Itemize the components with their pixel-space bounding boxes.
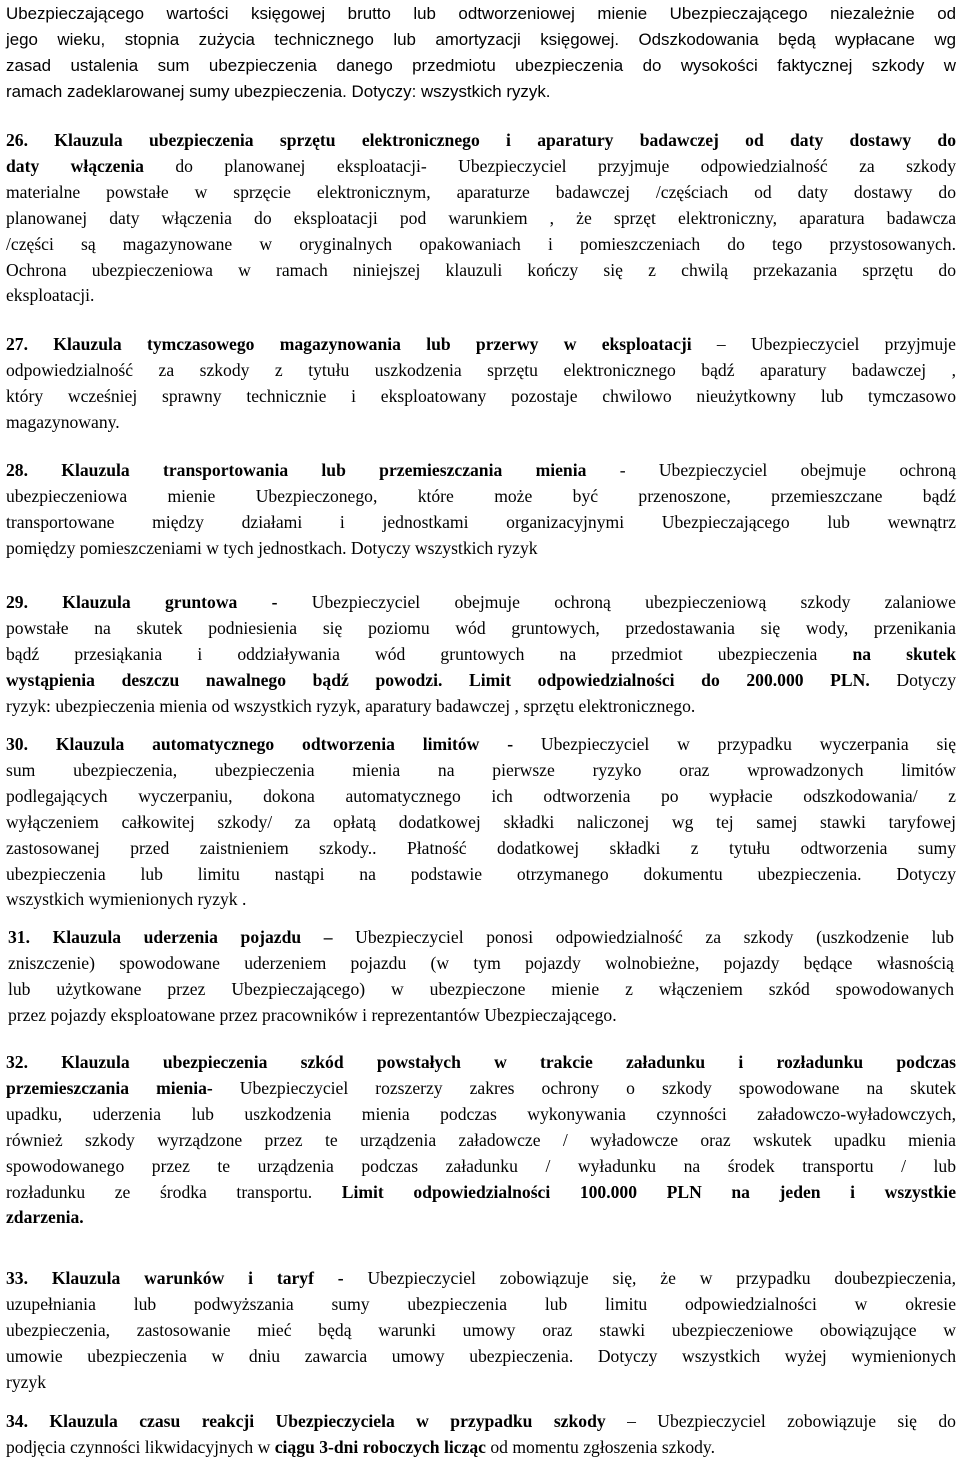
- body-text: ryzyk: [6, 1371, 47, 1392]
- text-line: [6, 536, 956, 562]
- body-text: ramach zadeklarowanej sumy ubezpieczenia. Dotyczy: wszystkich ryzyk.: [6, 81, 551, 101]
- text-line: [6, 53, 956, 79]
- body-text: od momentu zgłoszenia szkody.: [485, 1436, 715, 1457]
- body-text: upadku, uderzenia lub uszkodzenia mienia podczas wykonywania czynności załadowczo-wyładowczych,: [6, 1103, 956, 1124]
- bold-text: wystąpienia deszczu nawalnego bądź powodzi. Limit odpowiedzialności do 200.000 PLN.: [6, 669, 870, 690]
- bold-text: na skutek: [852, 643, 956, 664]
- body-text: wyłączeniem całkowitej szkody/ za opłatą dodatkowej składki naliczonej wg tej samej stawki taryfowej: [6, 811, 956, 832]
- text-line: [6, 1409, 956, 1435]
- text-line: [6, 784, 956, 810]
- text-line: [6, 332, 956, 358]
- text-line: [6, 1076, 956, 1102]
- body-text: ubezpieczenia, zastosowanie mieć będą warunki umowy oraz stawki ubezpieczeniowe obowiązujące w: [6, 1319, 956, 1340]
- text-line: [6, 616, 956, 642]
- body-text: Ubezpieczyciel zobowiązuje się, że w przypadku doubezpieczenia,: [343, 1268, 956, 1288]
- text-line: [6, 232, 956, 258]
- text-line: [6, 1266, 956, 1292]
- text-line: [6, 358, 956, 384]
- bold-text: przemieszczania mienia-: [6, 1077, 213, 1098]
- body-text: transportowane między działami i jednostkami organizacyjnymi Ubezpieczającego lub wewnątrz: [6, 511, 956, 532]
- body-text: /części są magazynowane w oryginalnych opakowaniach i pomieszczeniach do tego przystosowanych.: [6, 233, 956, 254]
- clause-34-paragraph: [6, 1409, 956, 1461]
- body-text: do planowanej eksploatacji- Ubezpieczyciel przyjmuje odpowiedzialność za szkody: [143, 155, 956, 176]
- text-line: [6, 484, 956, 510]
- text-line: [6, 836, 956, 862]
- text-line: [6, 510, 956, 536]
- body-text: uzupełniania lub podwyższania sumy ubezpieczenia lub limitu odpowiedzialności w okresie: [6, 1293, 956, 1314]
- text-line: [6, 1154, 956, 1180]
- text-line: [6, 642, 956, 668]
- clause-27-paragraph: [6, 332, 956, 436]
- body-text: sum ubezpieczenia, ubezpieczenia mienia na pierwsze ryzyko oraz wprowadzonych limitów: [6, 759, 956, 780]
- body-text: ubezpieczenia lub limitu nastąpi na podstawie otrzymanego dokumentu ubezpieczenia. Dotyczy: [6, 863, 956, 884]
- body-text: zasad ustalenia sum ubezpieczenia danego przedmiotu ubezpieczenia do wysokości faktycznej szkody w: [6, 55, 956, 75]
- text-line: [6, 410, 956, 436]
- body-text: który wcześniej sprawny technicznie i eksploatowany pozostaje chwilowo nieużytkowny lub tymczasowo: [6, 385, 956, 406]
- body-text: – Ubezpieczyciel zobowiązuje się do: [605, 1411, 956, 1431]
- bold-text: 33. Klauzula warunków i taryf -: [6, 1268, 344, 1288]
- bold-text: 29. Klauzula gruntowa -: [6, 592, 278, 612]
- text-line: [6, 732, 956, 758]
- body-text: odpowiedzialność za szkody z tytułu uszkodzenia sprzętu elektronicznego bądź aparatury badawczej ,: [6, 359, 956, 380]
- clause-30-paragraph: [6, 732, 956, 913]
- body-text: eksploatacji.: [6, 285, 95, 306]
- body-text: Ochrona ubezpieczeniowa w ramach niniejszej klauzuli kończy się z chwilą przekazania sprzętu do: [6, 259, 956, 280]
- text-line: [6, 694, 956, 720]
- text-line: [6, 1050, 956, 1076]
- text-line: [6, 458, 956, 484]
- text-line: [6, 758, 956, 784]
- body-text: – Ubezpieczyciel przyjmuje: [691, 334, 956, 354]
- clause-31-paragraph: [8, 925, 954, 1029]
- text-line: [6, 258, 956, 284]
- bold-text: 31. Klauzula uderzenia pojazdu –: [8, 927, 333, 947]
- body-text: Dotyczy: [869, 669, 956, 690]
- text-line: [6, 1435, 956, 1461]
- text-line: [6, 1344, 956, 1370]
- bold-text: 26. Klauzula ubezpieczenia sprzętu elektronicznego i aparatury badawczej od daty dostawy do: [6, 130, 956, 150]
- text-line: [6, 128, 956, 154]
- bold-text: 30. Klauzula automatycznego odtworzenia limitów -: [6, 734, 514, 754]
- bold-text: zdarzenia.: [6, 1207, 84, 1228]
- text-line: [6, 154, 956, 180]
- text-line: [6, 1128, 956, 1154]
- body-text: również szkody wyrządzone przez te urządzenia załadowcze / wyładowcze oraz wskutek upadku mienia: [6, 1129, 956, 1150]
- body-text: materialne powstałe w sprzęcie elektronicznym, aparaturze badawczej /częściach od daty dostawy do: [6, 181, 956, 202]
- text-line: [6, 1, 956, 27]
- body-text: podlegających wyczerpaniu, dokona automatycznego ich odtworzenia po wypłacie odszkodowania/ z: [6, 785, 956, 806]
- clause-26-paragraph: [6, 128, 956, 309]
- text-line: [6, 590, 956, 616]
- body-text: Ubezpieczającego wartości księgowej brutto lub odtworzeniowej mienie Ubezpieczającego niezależnie od: [6, 4, 956, 23]
- text-line: [6, 1318, 956, 1344]
- clause-29-paragraph: [6, 590, 956, 720]
- body-text: bądź przesiąkania i oddziaływania wód gruntowych na przedmiot ubezpieczenia: [6, 643, 853, 664]
- text-line: [6, 1102, 956, 1128]
- body-text: pomiędzy pomieszczeniami w tych jednostkach. Dotyczy wszystkich ryzyk: [6, 537, 538, 558]
- bold-text: 28. Klauzula transportowania lub przemieszczania mienia: [6, 460, 587, 480]
- bold-text: 32. Klauzula ubezpieczenia szkód powstałych w trakcie załadunku i rozładunku podczas: [6, 1052, 956, 1072]
- body-text: rozładunku ze środka transportu.: [6, 1181, 342, 1202]
- body-text: umowie ubezpieczenia w dniu zawarcia umowy ubezpieczenia. Dotyczy wszystkich wyżej wymienionych: [6, 1345, 956, 1366]
- body-text: - Ubezpieczyciel obejmuje ochroną: [586, 460, 956, 480]
- text-line: [6, 810, 956, 836]
- bold-text: daty włączenia: [6, 155, 144, 176]
- text-line: [8, 925, 954, 951]
- text-line: [6, 27, 956, 53]
- body-text: magazynowany.: [6, 411, 120, 432]
- text-line: [6, 1180, 956, 1206]
- body-text: Ubezpieczyciel w przypadku wyczerpania się: [513, 734, 957, 754]
- body-text: podjęcia czynności likwidacyjnych w: [6, 1436, 275, 1457]
- text-line: [6, 1370, 956, 1396]
- body-text: Ubezpieczyciel obejmuje ochroną ubezpieczeniową szkody zalaniowe: [277, 592, 956, 612]
- bold-text: 34. Klauzula czasu reakcji Ubezpieczyciela w przypadku szkody: [6, 1411, 606, 1431]
- body-text: spowodowanego przez te urządzenia podczas załadunku / wyładunku na środek transportu / lub: [6, 1155, 956, 1176]
- text-line: [6, 79, 956, 105]
- text-line: [6, 1205, 956, 1231]
- body-text: wszystkich wymienionych ryzyk .: [6, 889, 247, 910]
- body-text: przez pojazdy eksploatowane przez pracowników i reprezentantów Ubezpieczającego.: [8, 1004, 617, 1025]
- body-text: jego wieku, stopnia zużycia technicznego lub amortyzacji księgowej. Odszkodowania będą wypłacane wg: [6, 29, 956, 49]
- bold-text: Limit odpowiedzialności 100.000 PLN na jeden i wszystkie: [341, 1181, 957, 1202]
- text-line: [8, 951, 954, 977]
- text-line: [6, 887, 956, 913]
- body-text: planowanej daty włączenia do eksploatacji pod warunkiem , że sprzęt elektroniczny, aparatura badawcza: [6, 207, 956, 228]
- body-text: ubezpieczeniowa mienie Ubezpieczonego, które może być przenoszone, przemieszczane bądź: [6, 485, 956, 506]
- text-line: [6, 206, 956, 232]
- text-line: [6, 668, 956, 694]
- text-line: [8, 977, 954, 1003]
- text-line: [8, 1003, 954, 1029]
- body-text: lub użytkowane przez Ubezpieczającego) w ubezpieczone mienie z włączeniem szkód spowodowanych: [8, 978, 954, 999]
- bold-text: 27. Klauzula tymczasowego magazynowania lub przerwy w eksploatacji: [6, 334, 692, 354]
- text-line: [6, 180, 956, 206]
- text-line: [6, 283, 956, 309]
- text-line: [6, 862, 956, 888]
- body-text: Ubezpieczyciel rozszerzy zakres ochrony o szkody spowodowane na skutek: [212, 1077, 957, 1098]
- body-text: zniszczenie) spowodowane uderzeniem pojazdu (w tym pojazdy wolnobieżne, pojazdy będące własnością: [8, 952, 954, 973]
- intro-paragraph: [6, 1, 956, 105]
- bold-text: ciągu 3-dni roboczych licząc: [274, 1436, 486, 1457]
- text-line: [6, 384, 956, 410]
- body-text: powstałe na skutek podniesienia się poziomu wód gruntowych, przedostawania się wody, przenikania: [6, 617, 956, 638]
- text-line: [6, 1292, 956, 1318]
- clause-28-paragraph: [6, 458, 956, 562]
- body-text: ryzyk: ubezpieczenia mienia od wszystkich ryzyk, aparatury badawczej , sprzętu elektronicznego.: [6, 695, 696, 716]
- body-text: zastosowanej przed zaistnieniem szkody.. Płatność dodatkowej składki z tytułu odtworzenia sumy: [6, 837, 956, 858]
- body-text: Ubezpieczyciel ponosi odpowiedzialność za szkody (uszkodzenie lub: [332, 927, 954, 947]
- clause-32-paragraph: [6, 1050, 956, 1231]
- clause-33-paragraph: [6, 1266, 956, 1396]
